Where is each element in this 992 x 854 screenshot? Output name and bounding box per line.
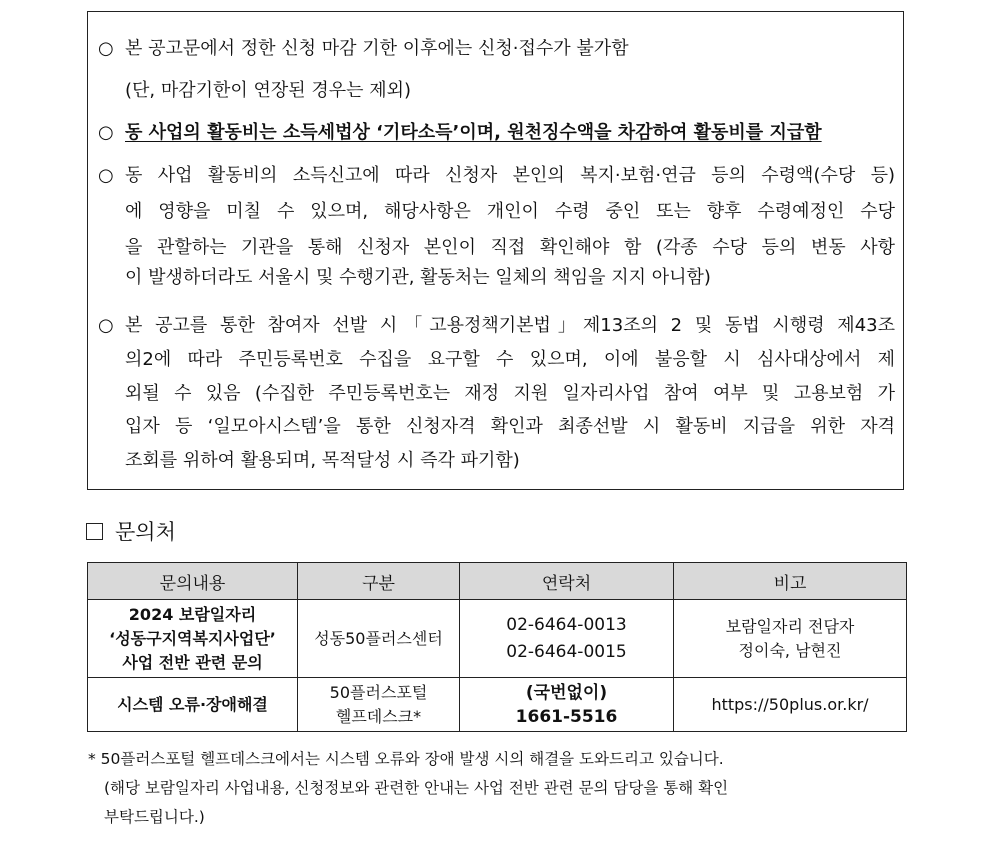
notice-line: 에 영향을 미칠 수 있으며, 해당사항은 개인이 수령 중인 또는 향후 수령예정인 수당	[125, 201, 895, 222]
notice-line: 이 발생하더라도 서울시 및 수행기관, 활동처는 일체의 책임을 지지 아니함)	[125, 267, 711, 288]
notice-line: 동 사업 활동비의 소득신고에 따라 신청자 본인의 복지·보험·연금 등의 수령액(수당 등)	[125, 165, 895, 186]
footnote-line: (해당 보람일자리 사업내용, 신청정보와 관련한 안내는 사업 전반 관련 문의 담당을 통해 확인	[104, 779, 729, 797]
header-type: 구분	[298, 563, 460, 600]
notice-line: 조회를 위하여 활용되며, 목적달성 시 즉각 파기함)	[125, 450, 520, 471]
cell-type	[298, 678, 460, 732]
footnote-line: * 50플러스포털 헬프데스크에서는 시스템 오류와 장애 발생 시의 해결을 도와드리고 있습니다.	[88, 750, 724, 768]
cell-text: 헬프데스크*	[335, 706, 422, 726]
cell-text: 정이숙, 남현진	[738, 640, 842, 660]
cell-text: 02-6464-0013	[506, 614, 627, 635]
notice-line: 외될 수 있음 (수집한 주민등록번호는 재정 지원 일자리사업 참여 여부 및 고용보험 가	[125, 383, 895, 404]
cell-text: ‘성동구지역복지사업단’	[109, 628, 276, 648]
table-header-row	[88, 563, 907, 600]
cell-phone	[460, 600, 674, 678]
notice-line: (단, 마감기한이 연장된 경우는 제외)	[125, 80, 412, 101]
table-row	[88, 678, 907, 732]
notice-line: 의2에 따라 주민등록번호 수집을 요구할 수 있으며, 이에 불응할 시 심사대상에서 제	[125, 349, 895, 370]
notice-line: 본 공고를 통한 참여자 선발 시「고용정책기본법」제13조의 2 및 동법 시행령 제43조	[125, 315, 895, 336]
cell-topic	[88, 600, 298, 678]
cell-text: (국번없이)	[525, 682, 608, 703]
cell-phone	[460, 678, 674, 732]
notice-line-emphasis: 동 사업의 활동비는 소득세법상 ‘기타소득’이며, 원천징수액을 차감하여 활동비를 지급함	[125, 122, 822, 143]
header-phone: 연락처	[460, 563, 674, 600]
portal-link[interactable]: https://50plus.or.kr/	[711, 694, 869, 714]
cell-type	[298, 600, 460, 678]
cell-text: 50플러스포털	[329, 682, 428, 702]
table-row	[88, 600, 907, 678]
contact-title: 문의처	[115, 520, 176, 544]
contact-table	[87, 562, 907, 732]
bullet-1: ○	[98, 122, 114, 143]
cell-text: 성동50플러스센터	[314, 628, 443, 648]
cell-text: 사업 전반 관련 문의	[122, 652, 263, 672]
cell-note	[674, 600, 907, 678]
header-note: 비고	[674, 563, 907, 600]
cell-text: 02-6464-0015	[506, 641, 627, 662]
cell-text: 시스템 오류·장애해결	[117, 694, 268, 714]
bullet-2: ○	[98, 165, 114, 186]
checkbox-square-icon	[86, 523, 103, 540]
cell-topic	[88, 678, 298, 732]
cell-note[interactable]	[674, 678, 907, 732]
contact-section-title	[86, 518, 176, 546]
notice-box	[87, 11, 904, 490]
notice-line: 본 공고문에서 정한 신청 마감 기한 이후에는 신청·접수가 불가함	[125, 38, 629, 59]
notice-line: 을 관할하는 기관을 통해 신청자 본인이 직접 확인해야 함 (각종 수당 등의 변동 사항	[125, 237, 895, 258]
cell-text: 2024 보람일자리	[128, 604, 257, 624]
footnote-line: 부탁드립니다.)	[104, 808, 205, 826]
cell-text: 보람일자리 전담자	[725, 616, 855, 636]
notice-line: 입자 등 ‘일모아시스템’을 통한 신청자격 확인과 최종선발 시 활동비 지급을 위한 자격	[125, 416, 895, 437]
cell-text: 1661-5516	[515, 706, 618, 727]
bullet-3: ○	[98, 315, 114, 336]
header-topic: 문의내용	[88, 563, 298, 600]
bullet-0: ○	[98, 38, 114, 59]
